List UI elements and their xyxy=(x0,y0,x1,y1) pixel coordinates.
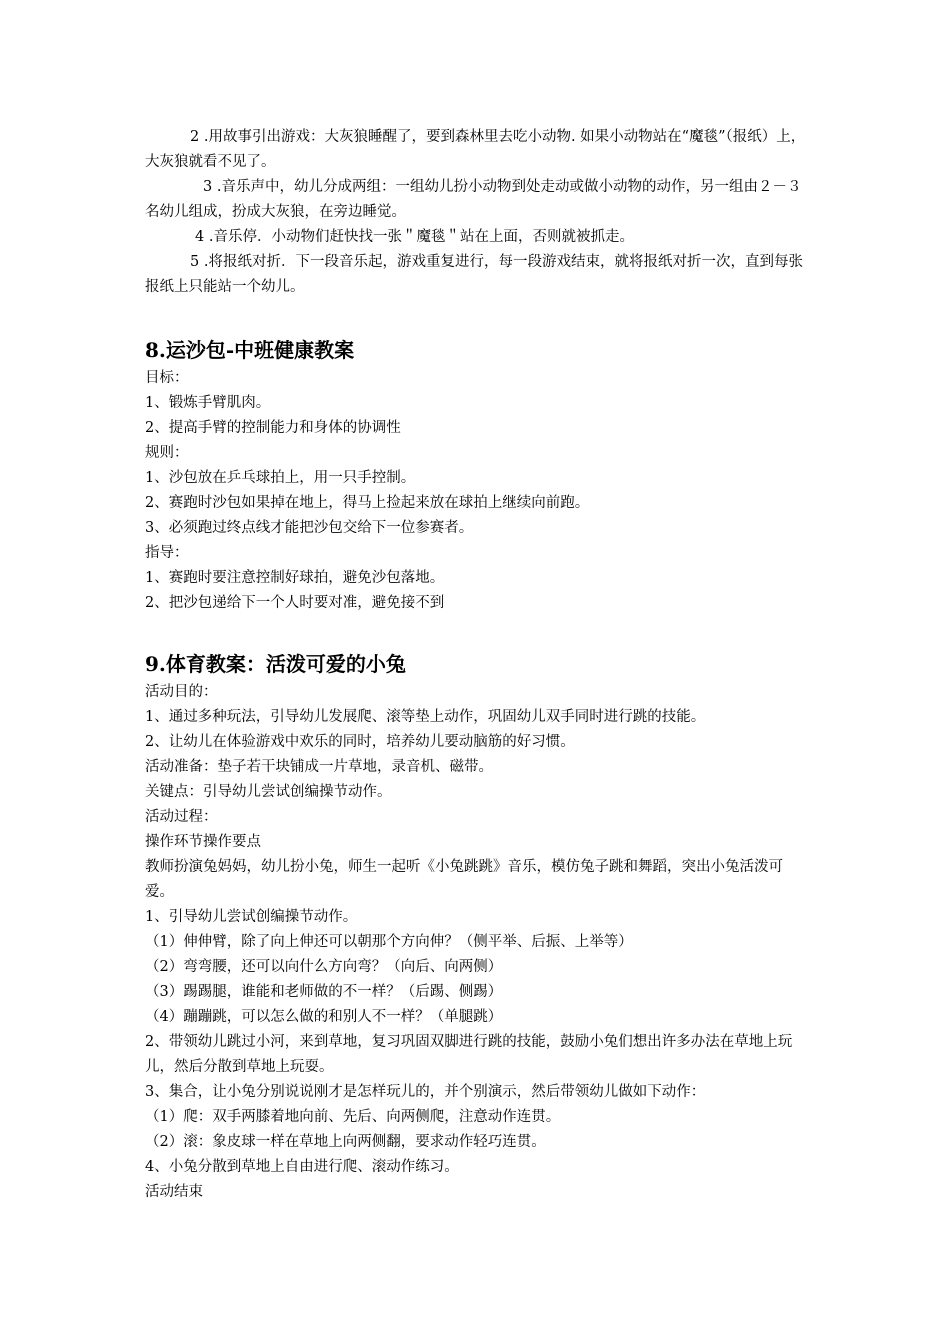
section-9-line: 3、集合，让小兔分别说说刚才是怎样玩儿的，并个别演示，然后带领幼儿做如下动作： xyxy=(145,1084,706,1100)
section-9-line: （1）伸伸臂，除了向上伸还可以朝那个方向伸？（侧平举、后振、上举等） xyxy=(145,934,633,950)
document-page xyxy=(145,125,810,1205)
section-8-line: 2、赛跑时沙包如果掉在地上，得马上捡起来放在球拍上继续向前跑。 xyxy=(145,495,590,511)
section-8-line: 2、把沙包递给下一个人时要对准，避免接不到 xyxy=(145,595,445,611)
paragraph-step-3: 3 .音乐声中，幼儿分成两组：一组幼儿扮小动物到处走动或做小动物的动作，另一组由２－３名幼儿组成，扮成大灰狼，在旁边睡觉。 xyxy=(145,179,802,220)
section-8-line: 1、沙包放在乒乓球拍上，用一只手控制。 xyxy=(145,470,416,486)
intro-block xyxy=(145,125,810,300)
section-8-line: 目标： xyxy=(145,370,189,386)
section-9-paragraph: 教师扮演兔妈妈，幼儿扮小兔，师生一起听《小兔跳跳》音乐，模仿兔子跳和舞蹈，突出小兔活泼可爱。 xyxy=(145,859,783,900)
section-8-line: 2、提高手臂的控制能力和身体的协调性 xyxy=(145,420,401,436)
section-8-line: 1、赛跑时要注意控制好球拍，避免沙包落地。 xyxy=(145,570,445,586)
section-9-line: 操作环节操作要点 xyxy=(145,834,261,850)
section-8-line: 规则： xyxy=(145,445,189,461)
section-9-paragraph: 2、带领幼儿跳过小河，来到草地，复习巩固双脚进行跳的技能，鼓励小兔们想出许多办法在草地上玩儿，然后分散到草地上玩耍。 xyxy=(145,1034,793,1075)
section-9-line: 1、引导幼儿尝试创编操节动作。 xyxy=(145,909,358,925)
section-9-line: 活动准备：垫子若干块铺成一片草地，录音机、磁带。 xyxy=(145,759,493,775)
section-9-line: 2、让幼儿在体验游戏中欢乐的同时，培养幼儿要动脑筋的好习惯。 xyxy=(145,734,575,750)
section-9-line: （3）踢踢腿，谁能和老师做的不一样？（后踢、侧踢） xyxy=(145,984,503,1000)
section-8-line: 3、必须跑过终点线才能把沙包交给下一位参赛者。 xyxy=(145,520,474,536)
section-9-line: （2）滚：象皮球一样在草地上向两侧翻，要求动作轻巧连贯。 xyxy=(145,1134,546,1150)
section-9-line: 关键点：引导幼儿尝试创编操节动作。 xyxy=(145,784,392,800)
paragraph-step-5: 5 .将报纸对折．下一段音乐起，游戏重复进行，每一段游戏结束，就将报纸对折一次，直到每张报纸上只能站一个幼儿。 xyxy=(145,254,803,295)
section-8-title: 8.运沙包-中班健康教案 xyxy=(145,338,355,362)
section-9-line: （4）蹦蹦跳，可以怎么做的和别人不一样？（单腿跳） xyxy=(145,1009,503,1025)
section-9-line: 活动目的： xyxy=(145,684,218,700)
section-9-title: 9.体育教案：活泼可爱的小兔 xyxy=(145,652,406,676)
section-9-line: 活动结束 xyxy=(145,1184,203,1200)
paragraph-step-2: 2 .用故事引出游戏：大灰狼睡醒了，要到森林里去吃小动物. 如果小动物站在“魔毯”（报纸）上，大灰狼就看不见了。 xyxy=(145,129,806,170)
section-8 xyxy=(145,336,810,616)
section-9-line: （2）弯弯腰，还可以向什么方向弯？（向后、向两侧） xyxy=(145,959,503,975)
paragraph-step-4: 4 .音乐停．小动物们赶快找一张＂魔毯＂站在上面，否则就被抓走。 xyxy=(195,229,634,245)
section-9 xyxy=(145,650,810,1205)
section-9-line: 1、通过多种玩法，引导幼儿发展爬、滚等垫上动作，巩固幼儿双手同时进行跳的技能。 xyxy=(145,709,706,725)
section-8-line: 1、锻炼手臂肌肉。 xyxy=(145,395,271,411)
section-9-line: 活动过程： xyxy=(145,809,218,825)
section-8-line: 指导： xyxy=(145,545,189,561)
section-9-line: （1）爬：双手两膝着地向前、先后、向两侧爬，注意动作连贯。 xyxy=(145,1109,561,1125)
section-9-line: 4、小兔分散到草地上自由进行爬、滚动作练习。 xyxy=(145,1159,459,1175)
